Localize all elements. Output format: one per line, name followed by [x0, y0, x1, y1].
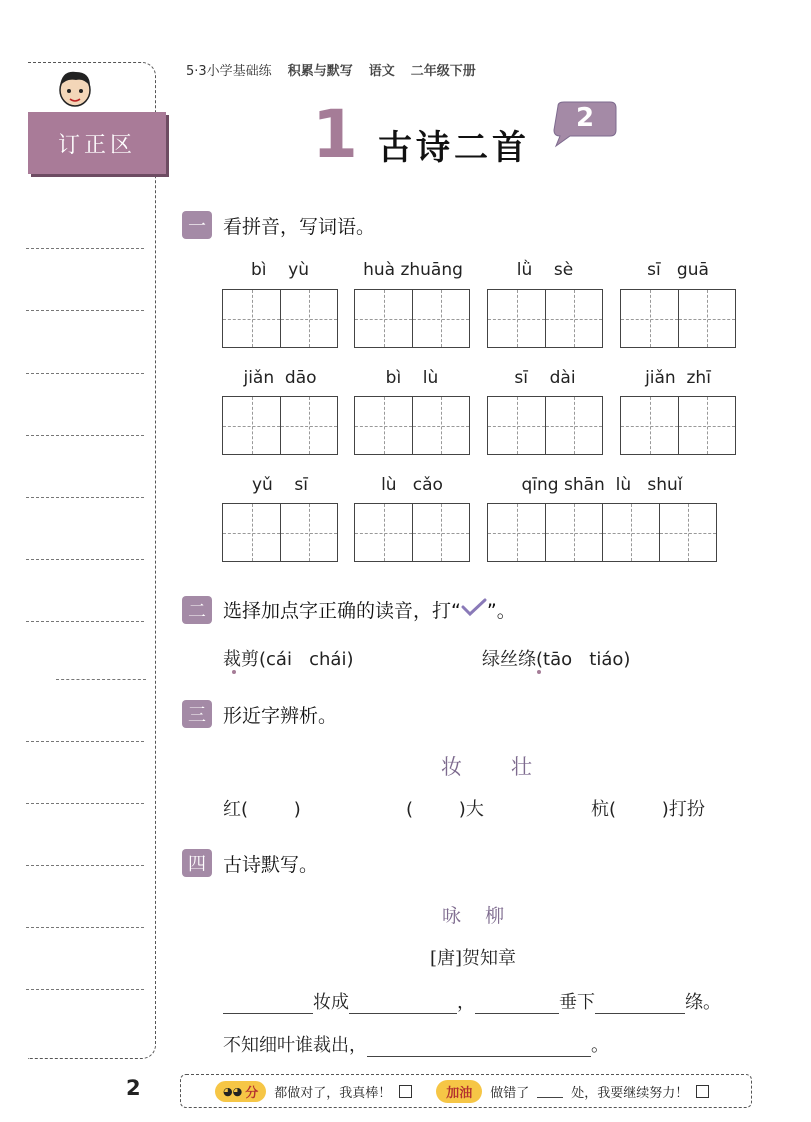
- section-2-instruction: [223, 596, 516, 623]
- fill-blank-q2[interactable]: ( )大: [406, 799, 484, 820]
- poem-line-1: [223, 988, 721, 1014]
- section-2-instruction-post: ”。: [486, 600, 516, 622]
- tianzige-writing-box[interactable]: [354, 503, 470, 562]
- section-1-instruction: 看拼音，写词语。: [223, 216, 376, 238]
- tianzige-writing-box[interactable]: [222, 396, 338, 455]
- correction-area-label: 订正区: [28, 112, 166, 174]
- score-label: 分: [245, 1085, 259, 1101]
- speech-bubble-icon: [548, 100, 618, 148]
- poem-text: 垂下: [559, 992, 595, 1013]
- lesson-number: 1: [312, 96, 358, 173]
- poem-author: [唐]贺知章: [430, 948, 517, 969]
- pinyin-label: lù cǎo: [381, 475, 443, 495]
- pinyin-label: sī dài: [514, 368, 576, 388]
- emphasis-dot: [537, 670, 541, 674]
- section-2-badge: 二: [182, 596, 212, 624]
- tianzige-writing-box[interactable]: [354, 396, 470, 455]
- cartoon-boy-icon: [52, 66, 98, 116]
- pronunciation-choice-2[interactable]: 绿丝绦(tāo tiáo): [482, 649, 631, 670]
- tianzige-writing-box[interactable]: [620, 289, 736, 348]
- emphasis-dot: [232, 670, 236, 674]
- section-4-badge: 四: [182, 849, 212, 877]
- poem-blank[interactable]: [475, 995, 559, 1014]
- tianzige-writing-box[interactable]: [487, 289, 603, 348]
- tianzige-writing-box[interactable]: [620, 396, 736, 455]
- fill-blank-q3[interactable]: 杭( )打扮: [591, 799, 705, 820]
- pinyin-label: yǔ sī: [251, 475, 309, 495]
- pinyin-label: huà zhuāng: [363, 260, 463, 280]
- section-3-badge: 三: [182, 700, 212, 728]
- poem-text: 不知细叶谁裁出，: [223, 1035, 367, 1056]
- mistakes-pre: 做错了: [490, 1085, 530, 1101]
- series-name: 5·3小学基础练: [186, 64, 272, 79]
- mistakes-post: 处，我要继续努力！: [571, 1085, 689, 1101]
- grade-label: 二年级下册: [410, 64, 476, 79]
- subject-b: 语文: [368, 64, 395, 79]
- poem-text: 妆成: [313, 992, 349, 1013]
- praise-text: 都做对了，我真棒！: [274, 1085, 392, 1101]
- poem-title: 咏 柳: [442, 905, 505, 927]
- lesson-title: 古诗二首: [378, 128, 530, 168]
- similar-char-2: 壮: [511, 755, 532, 779]
- section-3-instruction: 形近字辨析。: [223, 705, 338, 727]
- pinyin-label: bì lù: [385, 368, 439, 388]
- pinyin-label: jiǎn zhī: [645, 368, 711, 388]
- book-header: [186, 60, 476, 79]
- poem-text: 。: [591, 1035, 609, 1056]
- pronunciation-choice-1[interactable]: 裁剪(cái chái): [223, 649, 354, 670]
- self-check-footer: [180, 1074, 752, 1108]
- pinyin-label: sī guā: [647, 260, 709, 280]
- pinyin-label: lǜ sè: [516, 260, 574, 280]
- score-emoji-icon: ◕◕ 分: [215, 1081, 266, 1102]
- mistakes-count-blank[interactable]: [537, 1085, 563, 1098]
- pinyin-label: jiǎn dāo: [243, 368, 317, 388]
- section-4-instruction: 古诗默写。: [223, 854, 319, 876]
- poem-blank[interactable]: [223, 995, 313, 1014]
- poem-blank[interactable]: [595, 995, 685, 1014]
- similar-char-1: 妆: [441, 755, 462, 779]
- poem-text: ，: [457, 992, 475, 1013]
- pinyin-label: qīng shān lù shuǐ: [521, 475, 683, 495]
- cheer-badge: 加油: [436, 1080, 482, 1103]
- checkmark-icon: [461, 597, 487, 622]
- section-2-instruction-pre: 选择加点字正确的读音，打“: [223, 600, 461, 622]
- tianzige-writing-box[interactable]: [354, 289, 470, 348]
- poem-blank[interactable]: [367, 1038, 591, 1057]
- tianzige-writing-box[interactable]: [487, 503, 717, 562]
- mistakes-checkbox[interactable]: [696, 1085, 709, 1098]
- praise-checkbox[interactable]: [399, 1085, 412, 1098]
- poem-text: 绦。: [685, 992, 721, 1013]
- pinyin-label: bì yù: [251, 260, 309, 280]
- tianzige-writing-box[interactable]: [487, 396, 603, 455]
- section-1-badge: 一: [182, 211, 212, 239]
- poem-line-2: [223, 1031, 609, 1057]
- correction-column: [28, 62, 156, 1059]
- subject-a: 积累与默写: [287, 64, 353, 79]
- tianzige-writing-box[interactable]: [222, 503, 338, 562]
- lesson-badge: 2: [575, 103, 595, 133]
- tianzige-writing-box[interactable]: [222, 289, 338, 348]
- poem-blank[interactable]: [349, 995, 457, 1014]
- fill-blank-q1[interactable]: 红( ): [223, 799, 301, 820]
- page-number: 2: [126, 1076, 141, 1100]
